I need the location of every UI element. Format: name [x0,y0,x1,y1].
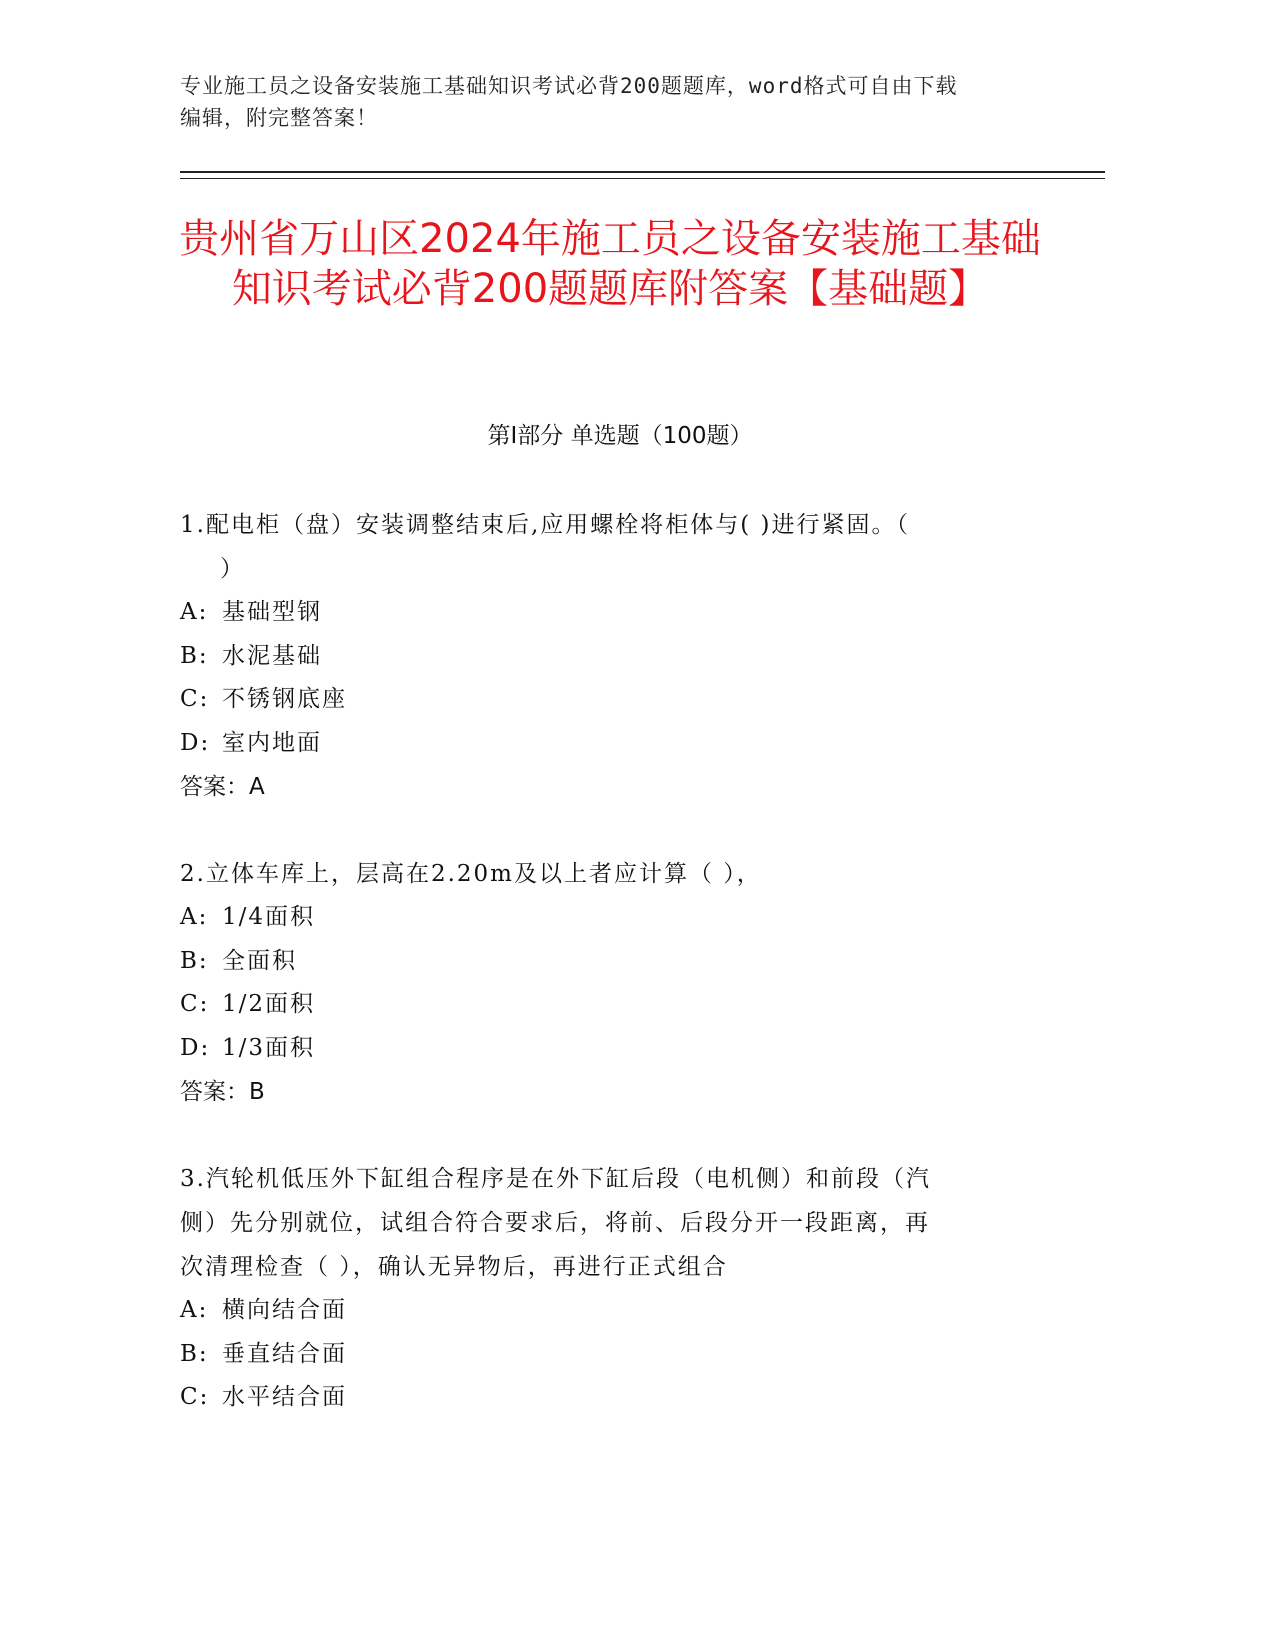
answer-line: 答案：B [180,1079,265,1105]
option-text: 室内地面 [222,729,322,756]
option-text: 1/4面积 [222,904,316,930]
question-item [180,1157,1030,1420]
header-note-line: 编辑，附完整答案！ [180,106,378,130]
option-c [180,678,1030,722]
option-key: D: [180,729,211,756]
header-note [180,70,1040,134]
option-key: D: [180,1034,211,1061]
option-a [180,896,1030,940]
question-item [180,503,1030,809]
option-key: A: [180,599,209,625]
option-text: 基础型钢 [222,599,322,625]
option-text: 不锈钢底座 [222,686,347,712]
option-key: C: [180,686,210,712]
option-a [180,591,1030,635]
header-divider [180,171,1105,173]
question-stem-line: ） [220,556,245,582]
option-key: B: [180,1340,209,1367]
question-stem-line: 1.配电柜（盘）安装调整结束后,应用螺栓将柜体与( )进行紧固。（ [180,512,911,538]
option-text: 水泥基础 [222,642,322,669]
option-b [180,635,1030,679]
question-item [180,852,1030,1114]
option-text: 1/2面积 [222,991,316,1017]
option-b [180,1333,1030,1377]
option-key: C: [180,1384,210,1410]
question-stem-line: 次清理检查（ ），确认无异物后，再进行正式组合 [180,1254,728,1280]
option-d [180,722,1030,766]
option-key: B: [180,642,209,669]
question-stem-line: 侧）先分别就位，试组合符合要求后，将前、后段分开一段距离，再 [180,1210,930,1236]
answer-line: 答案：A [180,774,265,800]
option-a [180,1289,1030,1333]
section-title: 第Ⅰ部分 单选题（100题） [487,423,753,449]
option-text: 横向结合面 [222,1297,347,1323]
option-text: 垂直结合面 [222,1340,347,1367]
option-text: 1/3面积 [222,1034,316,1061]
question-stem-line: 3.汽轮机低压外下缸组合程序是在外下缸后段（电机侧）和前段（汽 [180,1166,931,1192]
option-text: 水平结合面 [222,1384,347,1410]
option-key: B: [180,947,209,974]
question-stem [180,1157,1030,1289]
option-b [180,940,1030,984]
option-key: A: [180,904,209,930]
option-c [180,983,1030,1027]
option-d [180,1027,1030,1071]
header-divider-thin [180,178,1105,179]
option-key: A: [180,1297,209,1323]
option-c [180,1376,1030,1420]
question-stem [180,852,1030,896]
option-text: 全面积 [222,947,297,974]
option-key: C: [180,991,210,1017]
header-note-line: 专业施工员之设备安装施工基础知识考试必背200题题库，word格式可自由下载 [180,74,958,98]
question-stem-line: 2.立体车库上，层高在2.20m及以上者应计算（ ）， [180,861,762,887]
question-stem [180,503,1030,591]
document-title: 贵州省万山区2024年施工员之设备安装施工基础知识考试必背200题题库附答案【基础题】 [179,216,1041,312]
